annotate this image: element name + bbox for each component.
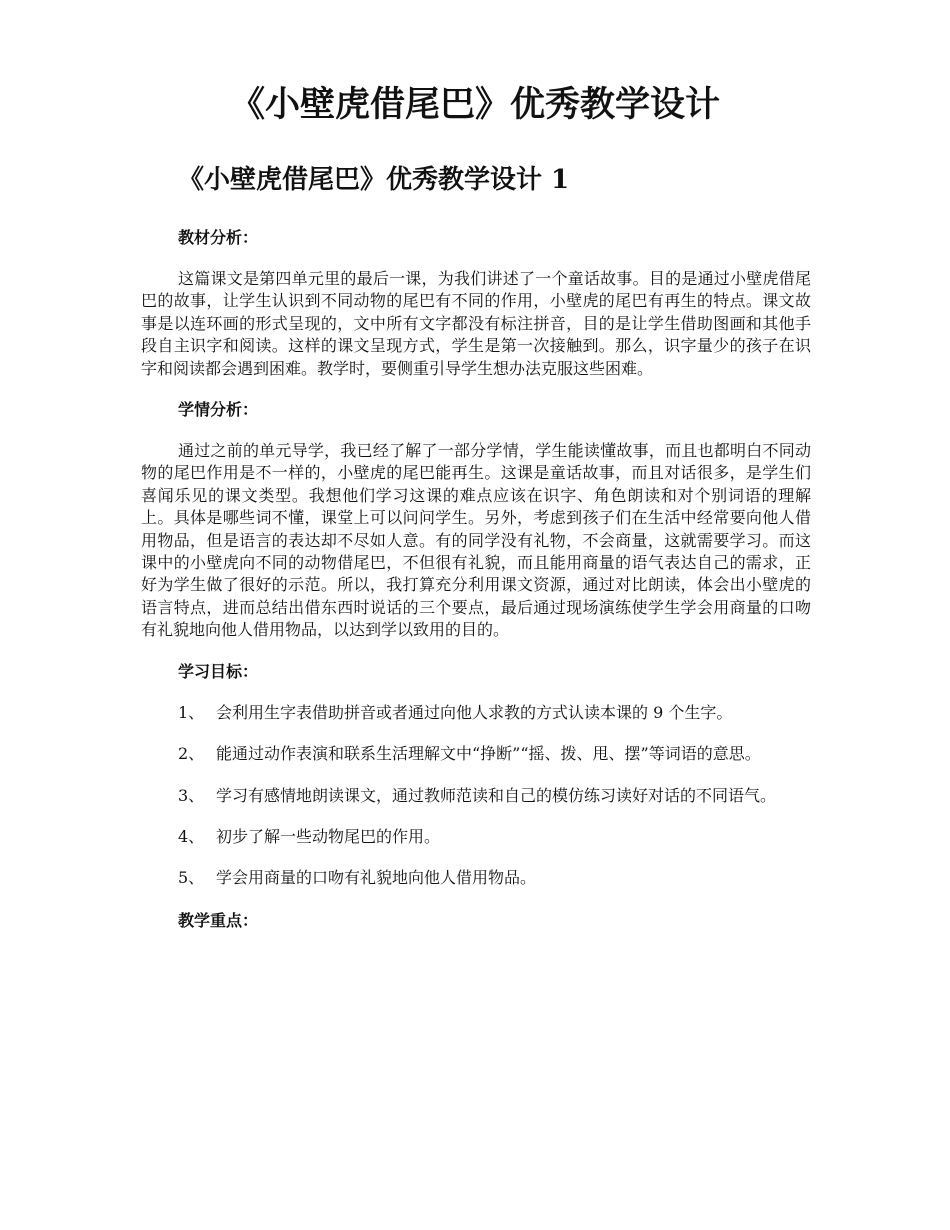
goal-number: 1、 — [178, 702, 205, 722]
material-analysis-heading: 教材分析： — [178, 228, 259, 247]
section-title: 《小壁虎借尾巴》优秀教学设计 1 — [178, 165, 570, 195]
goal-text: 能通过动作表演和联系生活理解文中“挣断”“摇、拨、甩、摆”等词语的意思。 — [216, 744, 761, 764]
learning-goal-item — [141, 826, 811, 848]
goal-number: 2、 — [178, 744, 205, 764]
learning-goal-item — [141, 785, 811, 807]
goal-text: 初步了解一些动物尾巴的作用。 — [216, 826, 441, 846]
goal-text: 学习有感情地朗读课文，通过教师范读和自己的模仿练习读好对话的不同语气。 — [216, 785, 777, 805]
goal-number: 5、 — [178, 868, 205, 888]
document-title: 《小壁虎借尾巴》优秀教学设计 — [229, 84, 720, 125]
goal-number: 3、 — [178, 785, 205, 805]
material-analysis-text: 这篇课文是第四单元里的最后一课，为我们讲述了一个童话故事。目的是通过小壁虎借尾巴的故事，让学生认识到不同动物的尾巴有不同的作用，小壁虎的尾巴有再生的特点。课文故事是以连环画的形式呈现的，文中所有文字都没有标注拼音，目的是让学生借助图画和其他手段自主识字和阅读。这样的课文呈现方式，学生是第一次接触到。那么，识字量少的孩子在识字和阅读都会遇到困难。教学时，要侧重引导学生想办法克服这些困难。 — [141, 269, 811, 378]
goal-number: 4、 — [178, 826, 205, 846]
learning-goal-item — [141, 743, 811, 765]
learning-goal-item — [141, 702, 811, 724]
learning-goal-item — [141, 867, 811, 889]
teaching-focus-heading: 教学重点： — [178, 910, 259, 930]
goal-text: 会利用生字表借助拼音或者通过向他人求教的方式认读本课的 9 个生字。 — [216, 702, 733, 722]
learning-goals-heading: 学习目标： — [178, 661, 259, 681]
document-body — [141, 226, 811, 951]
goal-text: 学会用商量的口吻有礼貌地向他人借用物品。 — [216, 868, 537, 888]
learner-analysis-heading: 学情分析： — [178, 400, 259, 420]
learner-analysis-text: 通过之前的单元导学，我已经了解了一部分学情，学生能读懂故事，而且也都明白不同动物的尾巴作用是不一样的，小壁虎的尾巴能再生。这课是童话故事，而且对话很多，是学生们喜闻乐见的课文类型。我想他们学习这课的难点应该在识字、角色朗读和对个别词语的理解上。具体是哪些词不懂，课堂上可以问问学生。另外，考虑到孩子们在生活中经常要向他人借用物品，但是语言的表达却不尽如人意。有的同学没有礼物，不会商量，这就需要学习。而这课中的小壁虎向不同的动物借尾巴，不但很有礼貌，而且能用商量的语气表达自己的需求，正好为学生做了很好的示范。所以，我打算充分利用课文资源，通过对比朗读，体会出小壁虎的语言特点，进而总结出借东西时说话的三个要点，最后通过现场演练使学生学会用商量的口吻有礼貌地向他人借用物品，以达到学以致用的目的。 — [141, 441, 811, 640]
